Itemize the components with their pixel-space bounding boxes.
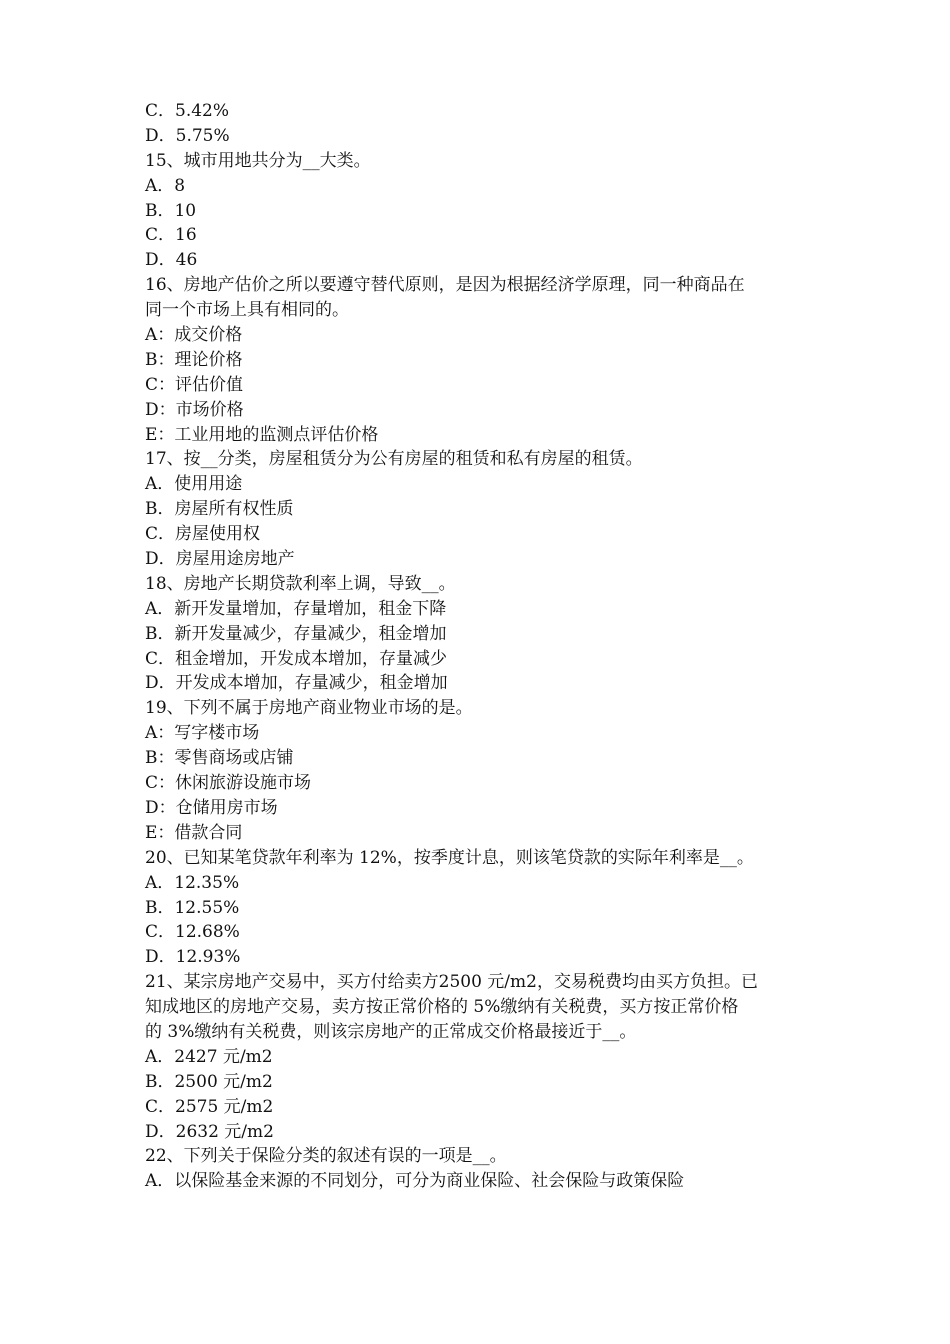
option-d-q21: D．2632 元/m2 <box>145 1121 274 1142</box>
option-d-q15: D．46 <box>145 250 198 271</box>
option-d-q18: D．开发成本增加，存量减少，租金增加 <box>145 673 448 694</box>
question-15: 15、城市用地共分为__大类。 <box>145 150 371 171</box>
option-a-q19: A：写字楼市场 <box>145 723 260 744</box>
option-a-q16: A：成交价格 <box>145 325 243 346</box>
option-e-q19: E：借款合同 <box>145 822 243 843</box>
option-a-q15: A．8 <box>145 175 186 196</box>
option-c-q21: C．2575 元/m2 <box>145 1096 274 1117</box>
option-b-q19: B：零售商场或店铺 <box>145 748 294 769</box>
option-a-q17: A．使用用途 <box>145 474 243 495</box>
question-16-line-1: 16、房地产估价之所以要遵守替代原则，是因为根据经济学原理，同一种商品在 <box>145 275 745 296</box>
question-18: 18、房地产长期贷款利率上调，导致__。 <box>145 573 456 594</box>
option-c-q15: C．16 <box>145 225 197 246</box>
option-b-q18: B．新开发量减少，存量减少，租金增加 <box>145 623 447 644</box>
question-17: 17、按__分类，房屋租赁分为公有房屋的租赁和私有房屋的租赁。 <box>145 449 643 470</box>
question-21-line-2: 知成地区的房地产交易，卖方按正常价格的 5%缴纳有关税费，买方按正常价格 <box>145 997 739 1018</box>
question-19: 19、下列不属于房地产商业物业市场的是。 <box>145 698 473 719</box>
option-d-q16: D：市场价格 <box>145 399 244 420</box>
document-body <box>145 99 815 1194</box>
option-d-q19: D：仓储用房市场 <box>145 797 278 818</box>
option-a-q22: A．以保险基金来源的不同划分，可分为商业保险、社会保险与政策保险 <box>145 1171 685 1192</box>
option-d-q20: D．12.93% <box>145 947 241 968</box>
option-b-q20: B．12.55% <box>145 897 240 918</box>
option-b-q21: B．2500 元/m2 <box>145 1071 273 1092</box>
question-16-line-2: 同一个市场上具有相同的。 <box>145 300 349 321</box>
option-a-q18: A．新开发量增加，存量增加，租金下降 <box>145 598 447 619</box>
option-c-q14: C．5.42% <box>145 101 230 121</box>
option-a-q21: A．2427 元/m2 <box>145 1046 273 1067</box>
option-b-q15: B．10 <box>145 200 197 221</box>
option-c-q18: C．租金增加，开发成本增加，存量减少 <box>145 648 448 669</box>
option-b-q17: B．房屋所有权性质 <box>145 499 294 520</box>
question-22: 22、下列关于保险分类的叙述有误的一项是__。 <box>145 1146 507 1167</box>
question-20: 20、已知某笔贷款年利率为 12%，按季度计息，则该笔贷款的实际年利率是__。 <box>145 847 754 868</box>
option-c-q17: C．房屋使用权 <box>145 524 261 545</box>
option-c-q20: C．12.68% <box>145 922 240 943</box>
option-e-q16: E：工业用地的监测点评估价格 <box>145 424 379 445</box>
option-d-q17: D．房屋用途房地产 <box>145 549 295 570</box>
question-21-line-3: 的 3%缴纳有关税费，则该宗房地产的正常成交价格最接近于__。 <box>145 1021 637 1042</box>
option-a-q20: A．12.35% <box>145 872 240 893</box>
option-c-q16: C：评估价值 <box>145 374 244 395</box>
option-c-q19: C：休闲旅游设施市场 <box>145 773 312 794</box>
option-d-q14: D．5.75% <box>145 125 230 146</box>
question-21-line-1: 21、某宗房地产交易中，买方付给卖方2500 元/m2，交易税费均由买方负担。已 <box>145 972 758 993</box>
option-b-q16: B：理论价格 <box>145 349 243 370</box>
